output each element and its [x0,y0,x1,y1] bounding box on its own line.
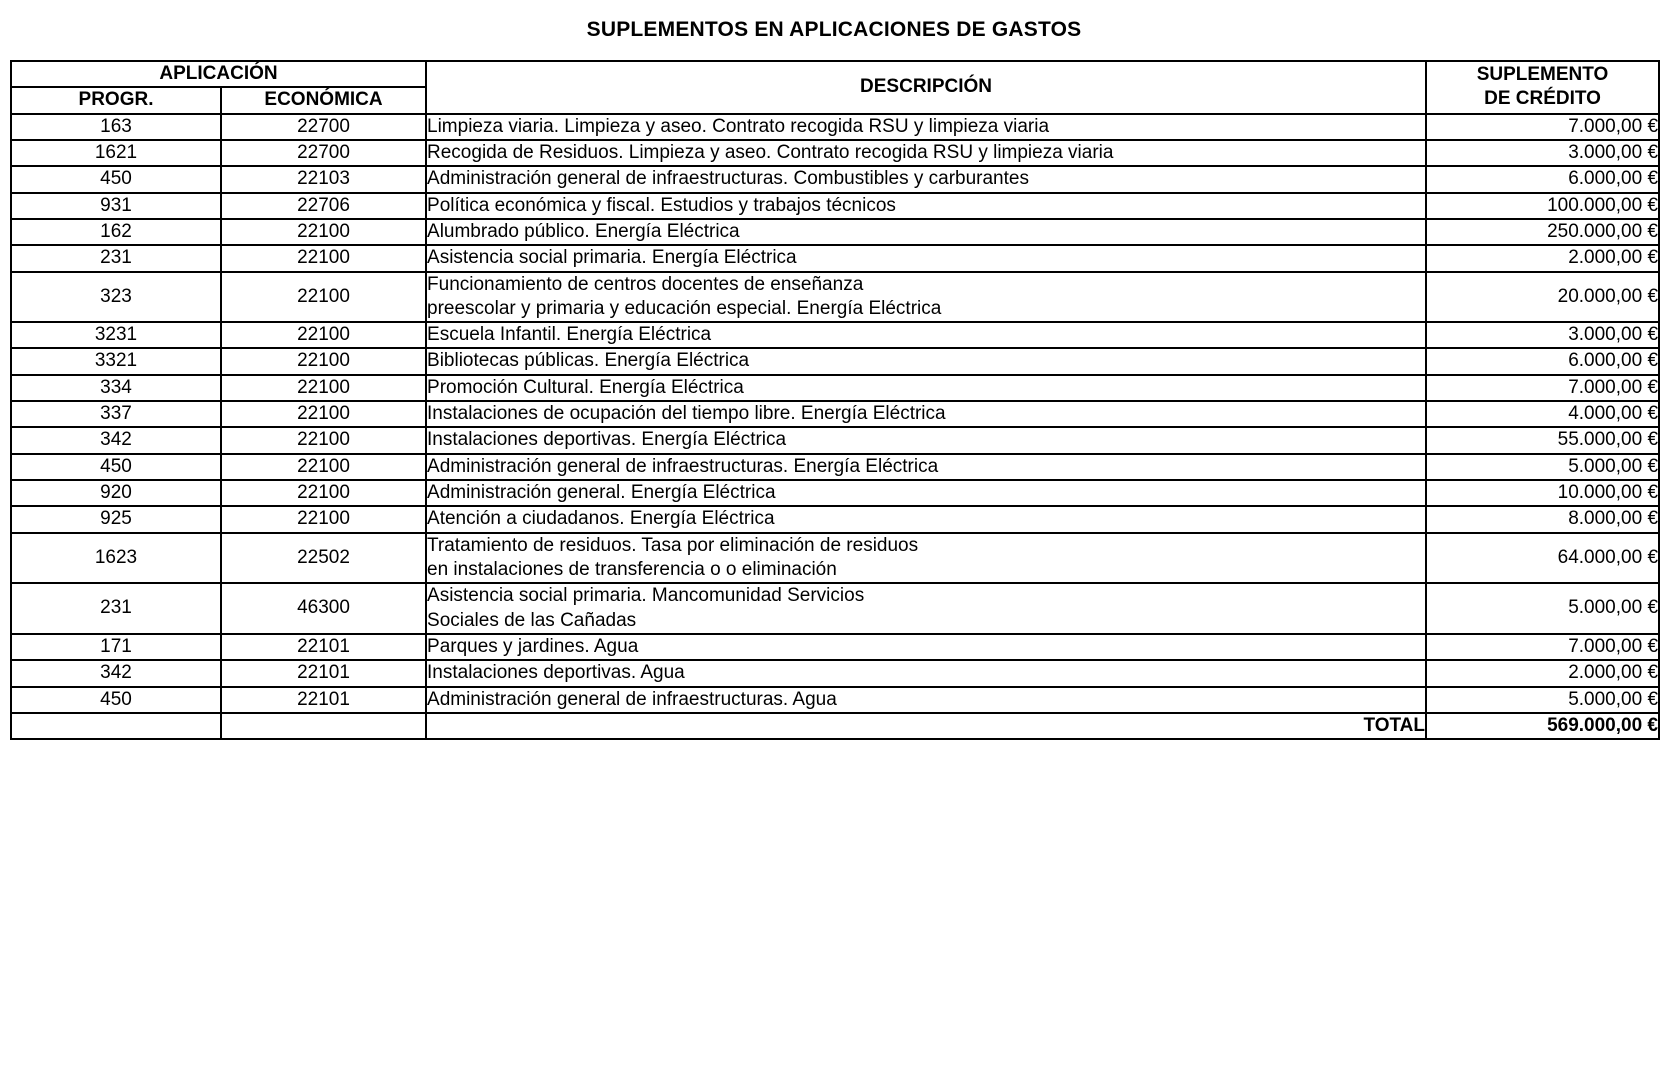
cell-progr: 162 [11,219,221,245]
table-row [11,272,1659,323]
cell-suplemento: 3.000,00 € [1426,322,1659,348]
cell-economica: 22100 [221,454,426,480]
cell-descripcion-line1: Alumbrado público. Energía Eléctrica [427,220,740,242]
cell-descripcion-line1: Parques y jardines. Agua [427,635,639,657]
cell-economica: 22100 [221,506,426,532]
cell-suplemento: 6.000,00 € [1426,348,1659,374]
cell-economica: 22100 [221,322,426,348]
cell-descripcion-line1: Administración general de infraestructuras. Agua [427,688,837,710]
table-row [11,166,1659,192]
cell-descripcion [426,322,1426,348]
cell-descripcion-line1: Política económica y fiscal. Estudios y trabajos técnicos [427,194,896,216]
cell-suplemento: 5.000,00 € [1426,454,1659,480]
cell-economica: 22100 [221,219,426,245]
cell-economica: 22100 [221,375,426,401]
cell-descripcion [426,506,1426,532]
cell-empty-economica [221,713,426,739]
cell-descripcion-line1: Funcionamiento de centros docentes de enseñanza [427,273,864,295]
table-total-row [11,713,1659,739]
cell-suplemento: 4.000,00 € [1426,401,1659,427]
cell-descripcion [426,634,1426,660]
cell-descripcion [426,114,1426,140]
cell-descripcion-line1: Atención a ciudadanos. Energía Eléctrica [427,508,775,530]
cell-economica: 22700 [221,140,426,166]
cell-progr: 1623 [11,533,221,584]
column-header-economica: ECONÓMICA [221,87,426,113]
column-header-suplemento-credito [1426,61,1659,114]
cell-progr: 231 [11,245,221,271]
table-row [11,480,1659,506]
table-row [11,454,1659,480]
cell-suplemento: 64.000,00 € [1426,533,1659,584]
cell-economica: 22100 [221,245,426,271]
cell-descripcion [426,533,1426,584]
cell-suplemento: 10.000,00 € [1426,480,1659,506]
cell-suplemento: 3.000,00 € [1426,140,1659,166]
cell-progr: 3231 [11,322,221,348]
cell-descripcion [426,166,1426,192]
cell-descripcion [426,454,1426,480]
cell-descripcion [426,375,1426,401]
table-row [11,219,1659,245]
cell-descripcion [426,245,1426,271]
cell-descripcion [426,480,1426,506]
table-header-row-1 [11,61,1659,87]
column-header-suplemento-line1: SUPLEMENTO [1476,64,1609,85]
suplementos-table [10,60,1660,740]
cell-economica: 46300 [221,583,426,634]
cell-descripcion [426,687,1426,713]
cell-descripcion [426,660,1426,686]
cell-descripcion [426,427,1426,453]
table-row [11,634,1659,660]
cell-descripcion-line1: Administración general de infraestructuras. Energía Eléctrica [427,455,939,477]
page-title: SUPLEMENTOS EN APLICACIONES DE GASTOS [586,18,1082,41]
cell-economica: 22100 [221,401,426,427]
cell-suplemento: 7.000,00 € [1426,634,1659,660]
cell-economica: 22100 [221,348,426,374]
cell-suplemento: 6.000,00 € [1426,166,1659,192]
cell-descripcion-line1: Recogida de Residuos. Limpieza y aseo. Contrato recogida RSU y limpieza viaria [427,141,1114,163]
cell-descripcion [426,193,1426,219]
cell-suplemento: 20.000,00 € [1426,272,1659,323]
cell-suplemento: 7.000,00 € [1426,375,1659,401]
total-label: TOTAL [426,713,1426,739]
cell-suplemento: 5.000,00 € [1426,583,1659,634]
cell-economica: 22101 [221,634,426,660]
cell-progr: 3321 [11,348,221,374]
cell-progr: 337 [11,401,221,427]
table-row [11,401,1659,427]
cell-descripcion-line2: preescolar y primaria y educación especial. Energía Eléctrica [427,297,942,319]
cell-economica: 22700 [221,114,426,140]
cell-descripcion [426,140,1426,166]
table-row [11,348,1659,374]
column-header-aplicacion: APLICACIÓN [11,61,426,87]
table-row [11,114,1659,140]
table-row [11,193,1659,219]
cell-progr: 323 [11,272,221,323]
cell-economica: 22100 [221,480,426,506]
table-row [11,322,1659,348]
cell-suplemento: 100.000,00 € [1426,193,1659,219]
cell-progr: 925 [11,506,221,532]
cell-suplemento: 2.000,00 € [1426,245,1659,271]
cell-progr: 342 [11,427,221,453]
cell-descripcion-line1: Promoción Cultural. Energía Eléctrica [427,376,744,398]
total-amount: 569.000,00 € [1426,713,1659,739]
cell-descripcion-line1: Tratamiento de residuos. Tasa por eliminación de residuos [427,534,919,556]
cell-descripcion-line1: Limpieza viaria. Limpieza y aseo. Contrato recogida RSU y limpieza viaria [427,115,1050,137]
table-row [11,687,1659,713]
cell-progr: 171 [11,634,221,660]
cell-descripcion [426,401,1426,427]
cell-economica: 22103 [221,166,426,192]
cell-economica: 22100 [221,272,426,323]
cell-progr: 450 [11,166,221,192]
cell-descripcion-line1: Asistencia social primaria. Mancomunidad Servicios [427,585,865,607]
table-row [11,533,1659,584]
cell-progr: 450 [11,687,221,713]
cell-suplemento: 5.000,00 € [1426,687,1659,713]
cell-economica: 22502 [221,533,426,584]
cell-descripcion-line2: Sociales de las Cañadas [427,609,637,631]
cell-suplemento: 8.000,00 € [1426,506,1659,532]
cell-progr: 450 [11,454,221,480]
cell-progr: 1621 [11,140,221,166]
column-header-progr: PROGR. [11,87,221,113]
table-row [11,427,1659,453]
cell-descripcion [426,583,1426,634]
table-row [11,140,1659,166]
cell-progr: 931 [11,193,221,219]
cell-descripcion-line1: Instalaciones deportivas. Energía Eléctrica [427,429,787,451]
cell-suplemento: 2.000,00 € [1426,660,1659,686]
cell-descripcion-line1: Asistencia social primaria. Energía Eléctrica [427,247,797,269]
cell-descripcion-line2: en instalaciones de transferencia o o eliminación [427,558,837,580]
cell-descripcion [426,348,1426,374]
table-row [11,583,1659,634]
cell-descripcion-line1: Instalaciones de ocupación del tiempo libre. Energía Eléctrica [427,403,946,425]
column-header-suplemento-line2: DE CRÉDITO [1484,88,1601,110]
table-header [11,61,1659,114]
cell-progr: 334 [11,375,221,401]
cell-descripcion [426,219,1426,245]
cell-descripcion-line1: Bibliotecas públicas. Energía Eléctrica [427,350,750,372]
cell-economica: 22101 [221,687,426,713]
column-header-descripcion: DESCRIPCIÓN [426,61,1426,114]
cell-progr: 342 [11,660,221,686]
table-row [11,245,1659,271]
cell-descripcion-line1: Administración general. Energía Eléctrica [427,482,776,503]
cell-descripcion-line1: Escuela Infantil. Energía Eléctrica [427,324,712,346]
cell-descripcion-line1: Instalaciones deportivas. Agua [427,662,685,684]
cell-descripcion-line1: Administración general de infraestructuras. Combustibles y carburantes [427,168,1029,190]
cell-progr: 920 [11,480,221,506]
cell-progr: 231 [11,583,221,634]
cell-suplemento: 250.000,00 € [1426,219,1659,245]
table-body [11,114,1659,740]
table-row [11,506,1659,532]
cell-economica: 22706 [221,193,426,219]
cell-suplemento: 55.000,00 € [1426,427,1659,453]
cell-economica: 22101 [221,660,426,686]
cell-suplemento: 7.000,00 € [1426,114,1659,140]
cell-economica: 22100 [221,427,426,453]
cell-progr: 163 [11,114,221,140]
table-row [11,375,1659,401]
table-row [11,660,1659,686]
cell-empty-progr [11,713,221,739]
cell-descripcion [426,272,1426,323]
